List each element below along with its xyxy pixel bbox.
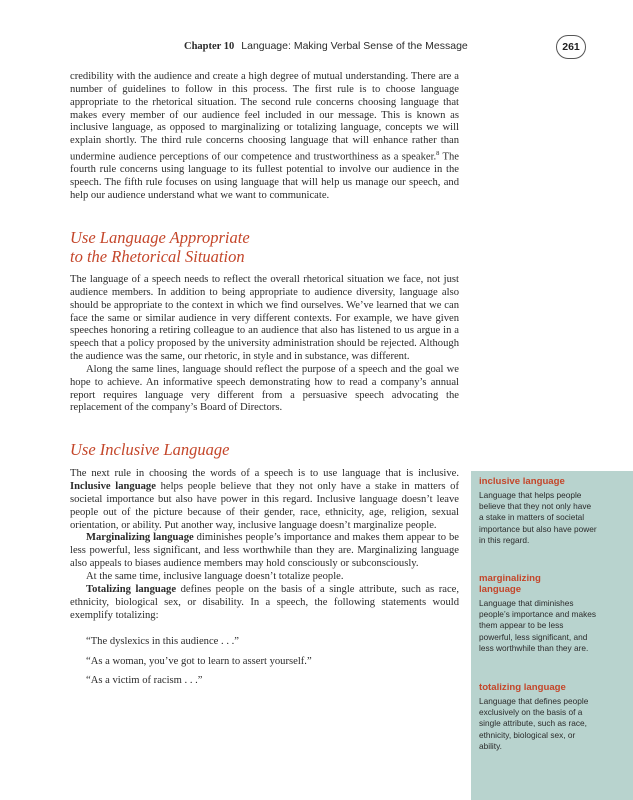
glossary-term: inclusive language [479,476,565,487]
glossary-definition: Language that helps people believe that they not only have a stake in matters of societal importance but also have power in this regard. [479,490,597,545]
quote-2: “As a woman, you’ve got to learn to assert yourself.” [86,655,312,667]
page-number: 261 [556,35,586,59]
main-column [70,71,459,691]
section2-paragraph-3: At the same time, inclusive language doesn’t totalize people. [86,571,344,582]
running-header [184,40,468,52]
chapter-title: Language: Making Verbal Sense of the Message [241,40,468,52]
section2-paragraph-2: Marginalizing language diminishes people’s importance and makes them appear to be less powerful, less significant, and less worthwhile than they are. Marginalizing language also appeals to biases audience members may hold consciously or subconsciously. [70,532,459,570]
section1-paragraph-2: Along the same lines, language should reflect the purpose of a speech and the goal we hope to achieve. An informative speech demonstrating how to read a company’s annual report requires language very different from a persuasive speech advocating the replacement of the company’s Board of Directors. [70,363,459,414]
term-totalizing-language: Totalizing language [86,583,177,595]
section-heading-inclusive: Use Inclusive Language [70,440,230,460]
section2-paragraph-4: Totalizing language defines people on the basis of a single attribute, such as race, ethnicity, biological sex, or disability. In a speech, the following statements would exemplify totalizing: [70,583,459,621]
glossary-entry-inclusive [479,476,597,546]
glossary-term: totalizing language [479,682,566,693]
footnote-marker: 8 [436,150,440,158]
intro-text-continued: The fourth rule concerns using language to its fullest potential to involve our audience in the speech. The fifth rule focuses on using language that will help us manage our speech, and help our audience understand what we want to communicate. [70,151,459,202]
glossary-definition: Language that diminishes people’s importance and makes them appear to be less powerful, less significant, and less worthwhile than they are. [479,598,596,653]
quote-3: “As a victim of racism . . .” [86,675,203,687]
glossary-entry-totalizing [479,682,597,752]
intro-text: credibility with the audience and create a high degree of mutual understanding. There are a number of guidelines to follow in this process. The first rule is to choose language appropriate to the rhetorical situation. The second rule concerns choosing language that makes every member of our audience feel included in our message. This is known as inclusive language, as opposed to marginalizing or totalizing language, concepts we will explain shortly. The third rule concerns choosing language that will enhance rather than undermine audience perceptions of our competence and trustworthiness as a speaker. [70,71,459,163]
section1-paragraph-1: The language of a speech needs to reflect the overall rhetorical situation we face, not just audience members. In addition to being appropriate to audience diversity, language also should be appropriate to the context in which we find ourselves. We’ve learned that we can face the same or similar audience in very different contexts. For example, we have given speeches honoring a retiring colleague to an audience that also has listened to us argue in a speech that a policy proposed by the university administration should be rejected. Although the audience was the same, our rhetoric, in style and in substance, was different. [70,273,459,363]
intro-paragraph [70,71,459,203]
section-heading-appropriate: Use Language Appropriate to the Rhetorical Situation [70,227,250,266]
section2-paragraph-1: The next rule in choosing the words of a speech is to use language that is inclusive. Inclusive language helps people believe that they not only have a stake in matters of societal importance but also have power in this regard. Inclusive language doesn’t leave people out of the picture because of their gender, race, ethnicity, age, religion, sexual orientation, or ability. Put another way, inclusive language doesn’t marginalize people. [70,468,459,531]
chapter-label: Chapter 10 [184,41,235,52]
glossary-term: marginalizing language [479,573,541,595]
glossary-definition: Language that defines people exclusively on the basis of a single attribute, such as race, ethnicity, biological sex, or ability. [479,696,589,751]
term-marginalizing-language: Marginalizing language [86,532,194,544]
quote-1: “The dyslexics in this audience . . .” [86,636,239,648]
glossary-entry-marginalizing [479,573,597,654]
term-inclusive-language: Inclusive language [70,481,156,493]
